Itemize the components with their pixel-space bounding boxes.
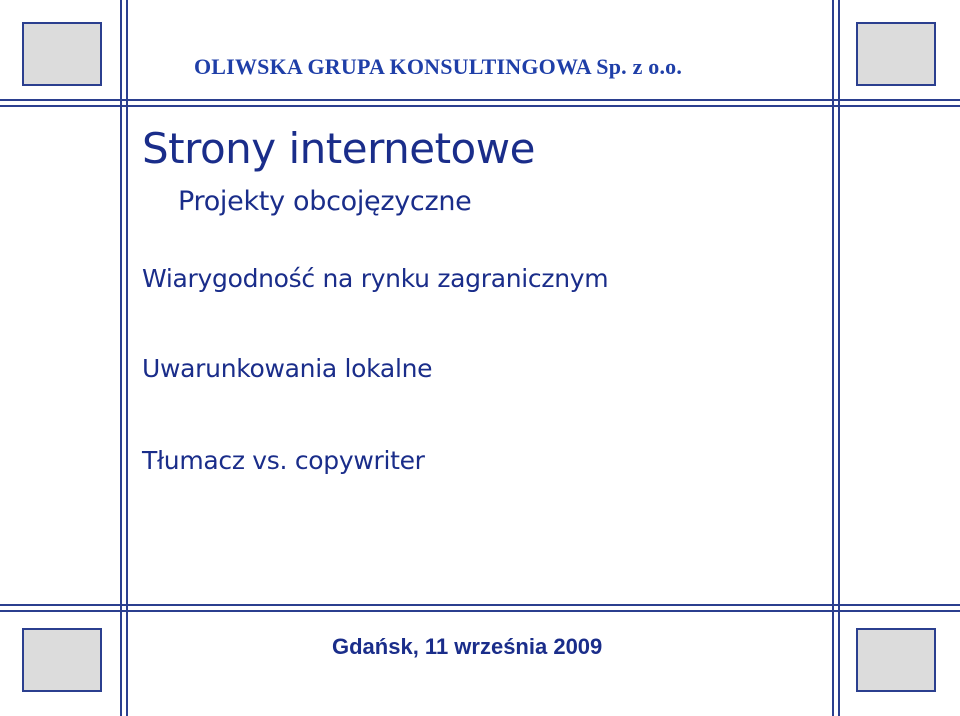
slide-subtitle: Projekty obcojęzyczne [178,186,472,217]
list-item: Tłumacz vs. copywriter [142,446,425,475]
footer-date: Gdańsk, 11 września 2009 [332,634,603,659]
slide-title: Strony internetowe [142,124,535,173]
list-item: Wiarygodność na rynku zagranicznym [142,264,609,293]
frame-line-right-1 [832,0,834,716]
company-name: OLIWSKA GRUPA KONSULTINGOWA Sp. z o.o. [194,54,683,79]
frame-line-left-2 [126,0,128,716]
frame-line-bottom-2 [0,610,960,612]
frame-line-right-2 [838,0,840,716]
corner-square-top-right [856,22,936,86]
corner-square-bottom-left [22,628,102,692]
frame-line-bottom-1 [0,604,960,606]
corner-square-top-left [22,22,102,86]
corner-square-bottom-right [856,628,936,692]
frame-line-top-1 [0,99,960,101]
frame-line-left-1 [120,0,122,716]
list-item: Uwarunkowania lokalne [142,354,433,383]
frame-line-top-2 [0,105,960,107]
